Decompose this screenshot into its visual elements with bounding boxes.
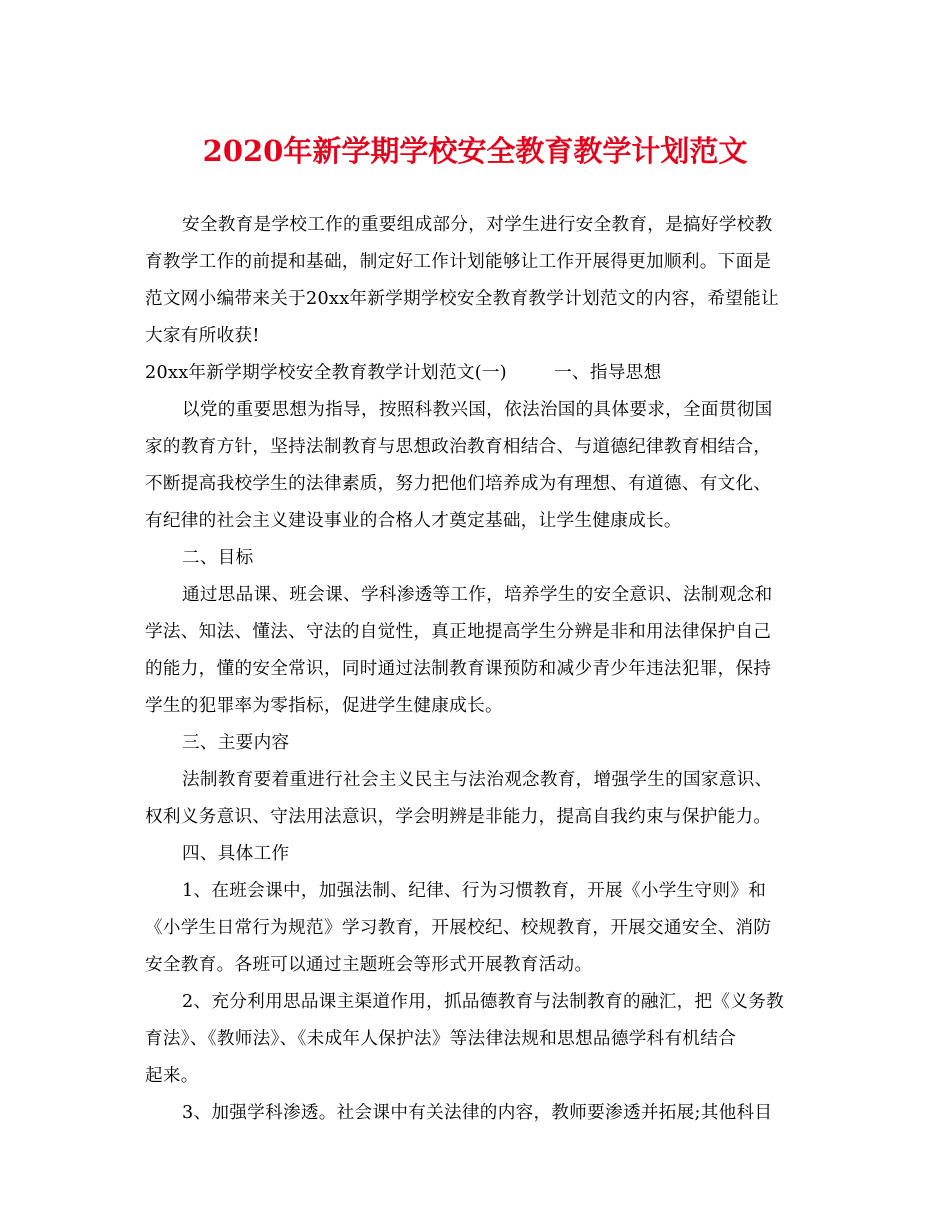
section1-line: 家的教育方针，坚持法制教育与思想政治教育相结合、与道德纪律教育相结合， — [145, 437, 772, 457]
item1-line: 《小学生日常行为规范》学习教育，开展校纪、校规教育，开展交通安全、消防 — [145, 918, 772, 938]
item2-line: 起来。 — [145, 1066, 199, 1086]
document-body — [145, 207, 805, 1132]
section-heading: 二、目标 — [182, 548, 254, 568]
section2-line: 学法、知法、懂法、守法的自觉性，真正地提高学生分辨是非和用法律保护自己 — [145, 622, 772, 642]
section-heading: 三、主要内容 — [182, 733, 290, 753]
document-title: 2020年新学期学校安全教育教学计划范文 — [202, 134, 748, 168]
section3-line: 权利义务意识、守法用法意识，学会明辨是非能力，提高自我约束与保护能力。 — [145, 807, 772, 827]
intro-line: 安全教育是学校工作的重要组成部分，对学生进行安全教育，是搞好学校教 — [182, 215, 773, 235]
item2-line: 育法》、《教师法》、《未成年人保护法》等法律法规和思想品德学科有机结合 — [145, 1029, 737, 1049]
section2-line: 学生的犯罪率为零指标，促进学生健康成长。 — [145, 696, 503, 716]
intro-line: 大家有所收获! — [145, 326, 260, 346]
subtitle-line: 20xx年新学期学校安全教育教学计划范文(一) 一、指导思想 — [145, 363, 662, 383]
section3-line: 法制教育要着重进行社会主义民主与法治观念教育，增强学生的国家意识、 — [182, 770, 773, 790]
intro-line: 育教学工作的前提和基础，制定好工作计划能够让工作开展得更加顺利。下面是 — [145, 252, 772, 272]
section-heading: 四、具体工作 — [182, 844, 290, 864]
item3-line: 3、加强学科渗透。社会课中有关法律的内容，教师要渗透并拓展;其他科目 — [182, 1103, 773, 1123]
section2-line: 通过思品课、班会课、学科渗透等工作，培养学生的安全意识、法制观念和 — [182, 585, 773, 605]
section1-line: 以党的重要思想为指导，按照科教兴国，依法治国的具体要求，全面贯彻国 — [182, 400, 773, 420]
section1-line: 不断提高我校学生的法律素质，努力把他们培养成为有理想、有道德、有文化、 — [145, 474, 772, 494]
item1-line: 1、在班会课中，加强法制、纪律、行为习惯教育，开展《小学生守则》和 — [182, 881, 767, 901]
item1-line: 安全教育。各班可以通过主题班会等形式开展教育活动。 — [145, 955, 593, 975]
intro-line: 范文网小编带来关于20xx年新学期学校安全教育教学计划范文的内容，希望能让 — [145, 289, 779, 309]
item2-line: 2、充分利用思品课主渠道作用，抓品德教育与法制教育的融汇，把《义务教 — [182, 992, 784, 1012]
section1-line: 有纪律的社会主义建设事业的合格人才奠定基础，让学生健康成长。 — [145, 511, 682, 531]
section2-line: 的能力，懂的安全常识，同时通过法制教育课预防和减少青少年违法犯罪，保持 — [145, 659, 772, 679]
